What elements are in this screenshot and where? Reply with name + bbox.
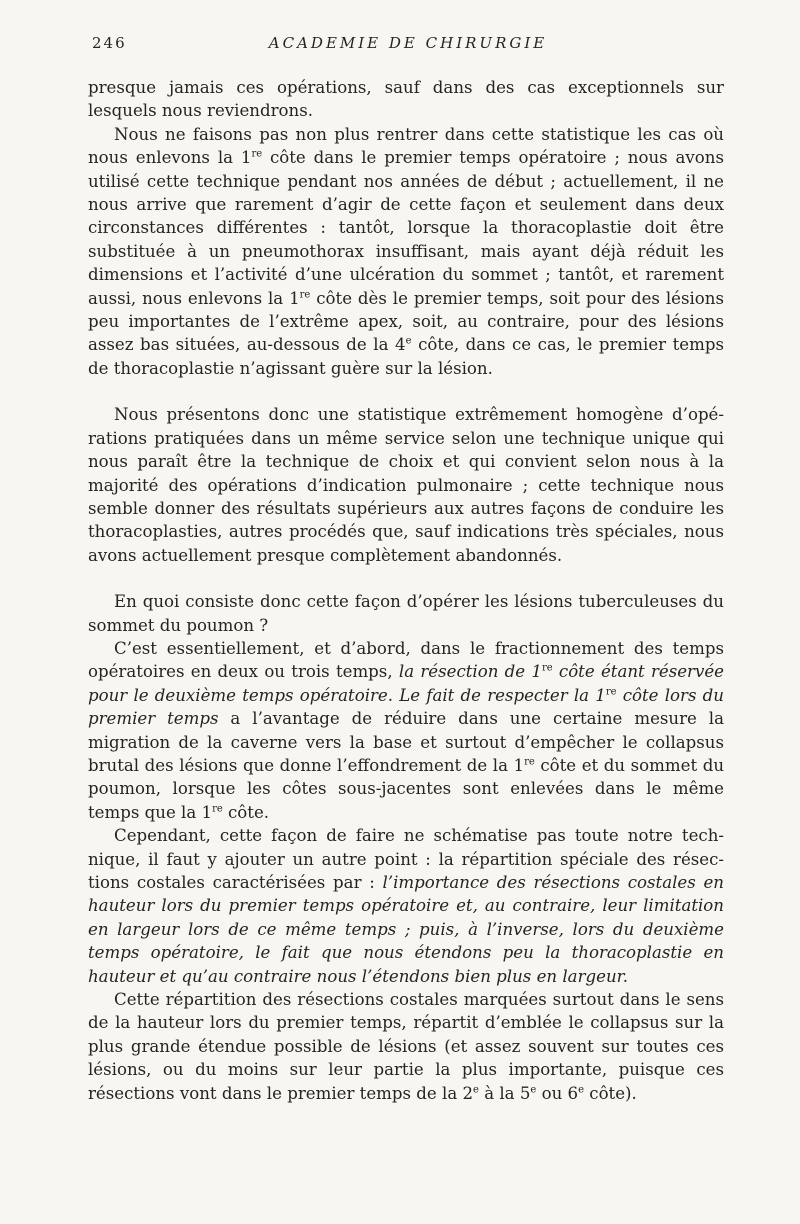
text-run: côte dès le premier temps, soit pour des lésions peu importantes de l’extrême apex, soit, au contraire, pour des lésions assez bas situées, au-dessous de la 4	[88, 288, 724, 355]
paragraph	[88, 988, 724, 1105]
superscript: e	[473, 1084, 479, 1096]
paragraph	[88, 590, 724, 637]
text-run: En quoi consiste donc cette façon d’opérer les lésions tuberculeuses du sommet du poumon ?	[88, 592, 724, 635]
superscript: re	[251, 148, 263, 160]
text-run: presque jamais ces opérations, sauf dans des cas exceptionnels sur lesquels nous reviendrons.	[88, 78, 724, 121]
paragraph	[88, 824, 724, 988]
italic-text: côte étant réservée pour le deuxième temps opératoire. Le fait de respecter la 1	[88, 662, 725, 705]
superscript: re	[541, 662, 553, 674]
italic-text: la résection de 1	[398, 662, 542, 682]
superscript: e	[578, 1084, 584, 1096]
text-run: côte).	[584, 1083, 637, 1103]
text-run: Nous présentons donc une statistique extrêmement homogène d’opérations pratiquées dans un même service selon une technique unique qui nous paraît être la technique de choix et qui convient selon nous à la majorité des opérations d’indication pulmonaire ; cette technique nous semble donner des résultats supérieurs aux autres façons de conduire les thoracoplasties, autres procédés que, sauf indications très spéciales, nous avons actuellement presque complètement abandonnés.	[88, 405, 724, 565]
paragraph	[88, 123, 724, 380]
text-run: à la 5	[478, 1083, 531, 1103]
superscript: re	[524, 756, 535, 768]
text-run: a l’avantage de réduire dans une certaine mesure la migration de la caverne vers la base et surtout d’empêcher le collapsus brutal des lésions que donne l’effondrement de la 1	[88, 709, 724, 775]
italic-text: côte lors du premier temps	[88, 685, 724, 729]
italic-text: l’importance des résections costales en hauteur lors du premier temps opératoire et, au contraire, leur limitation en largeur lors de ce même temps ; puis, à l’inverse, lors du deuxième temps opératoire, le fait que nous étendons peu la thoracoplastie en hauteur et qu’au contraire nous l’étendons bien plus en largeur.	[88, 873, 724, 986]
text-run: Nous ne faisons pas non plus rentrer dans cette statistique les cas où nous enlevons la 1	[88, 124, 724, 168]
paragraph	[88, 637, 724, 824]
superscript: e	[405, 335, 412, 347]
page-header	[92, 34, 724, 58]
paragraph	[88, 403, 724, 567]
text-run: C’est essentiellement, et d’abord, dans le fractionnement des temps opératoires en deux ou trois temps,	[88, 638, 724, 682]
running-head: ACADEMIE DE CHIRURGIE	[268, 34, 548, 52]
body-text	[88, 76, 724, 1105]
page-number: 246	[92, 34, 127, 52]
superscript: re	[212, 803, 223, 815]
text-run: ou 6	[536, 1083, 579, 1103]
text-run: Cette répartition des résections costales marquées surtout dans le sens de la hauteur lors du premier temps, répartit d’emblée le collapsus sur la plus grande étendue possible de lésions (et assez souvent sur toutes ces lésions, ou du moins sur leur partie la plus importante, puisque ces résections vont dans le premier temps de la 2	[88, 990, 724, 1103]
text-run: côte dans le premier temps opératoire ; nous avons utilisé cette technique pendant nos années de début ; actuellement, il ne nous arrive que rarement d’agir de cette façon et seulement dans deux circonstances différentes : tantôt, lorsque la thoracoplastie doit être substituée à un pneumothorax insuffisant, mais ayant déjà réduit les dimensions et l’activité d’une ulcération du sommet ; tantôt, et rarement aussi, nous enlevons la 1	[88, 148, 724, 308]
paragraph	[88, 76, 724, 123]
superscript: re	[605, 686, 617, 698]
text-run: côte et du sommet du poumon, lorsque les côtes sous-jacentes sont enlevées dans le même temps que la 1	[88, 755, 725, 822]
text-run: côte.	[222, 802, 270, 822]
superscript: re	[299, 289, 311, 301]
superscript: e	[530, 1084, 537, 1096]
text-run: côte, dans ce cas, le premier temps de thoracoplastie n’agissant guère sur la lésion.	[88, 335, 724, 378]
text-run: Cependant, cette façon de faire ne schématise pas toute notre technique, il faut y ajouter un autre point : la répartition spéciale des résections costales caractérisées par :	[88, 826, 724, 892]
